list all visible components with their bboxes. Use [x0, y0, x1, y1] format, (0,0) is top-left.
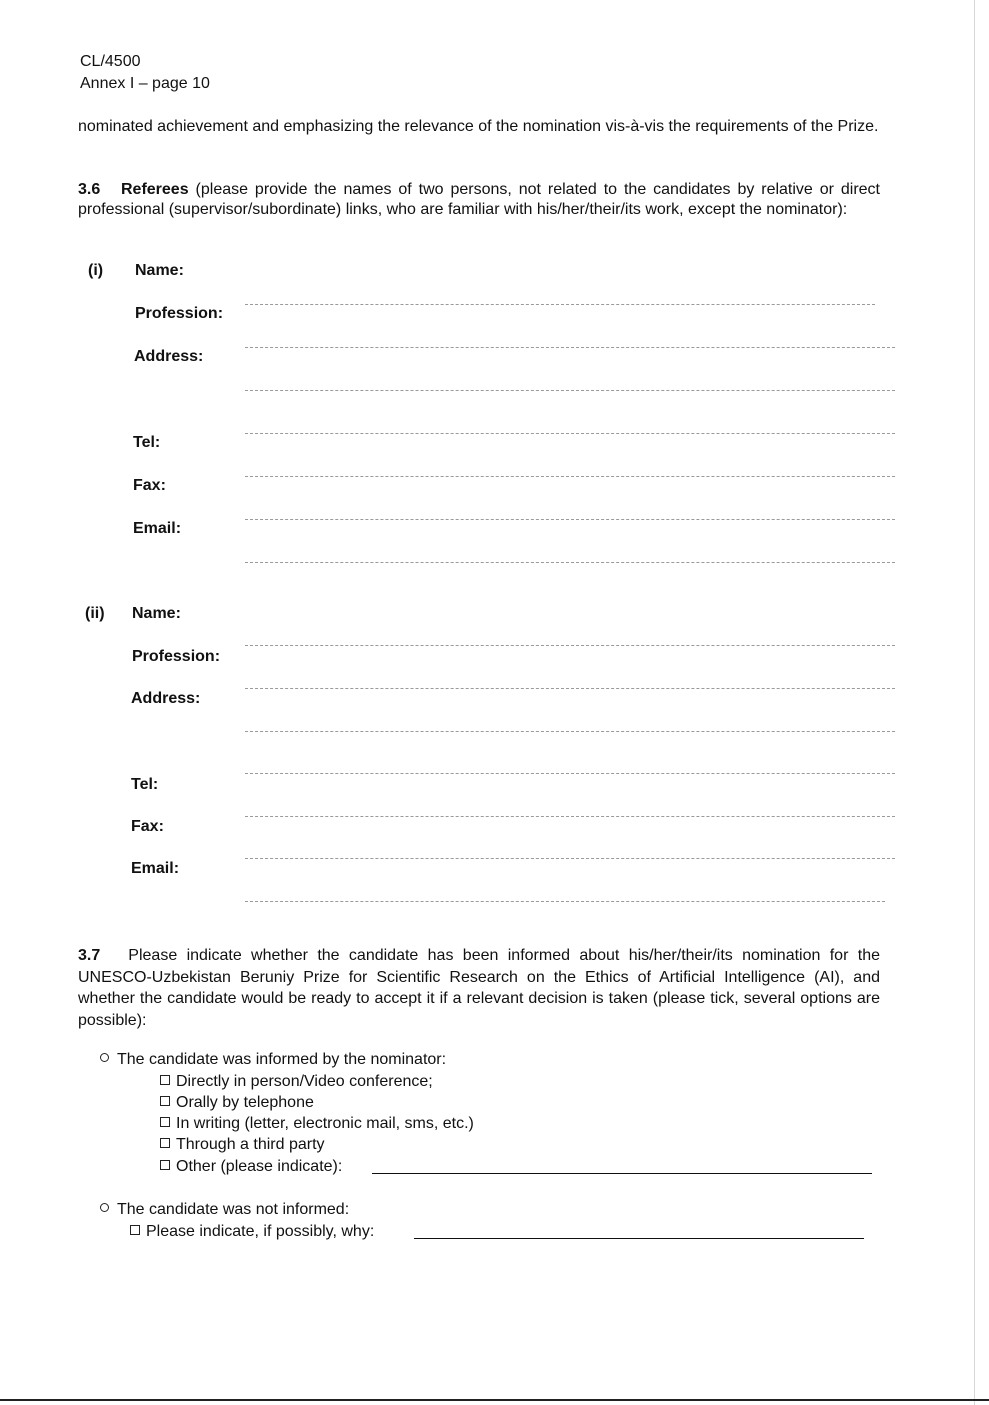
checkbox-icon[interactable] — [160, 1075, 170, 1085]
section-3-6-heading: Referees — [121, 181, 189, 198]
suboption-third-party[interactable] — [160, 1134, 325, 1155]
suboption-why[interactable] — [130, 1221, 374, 1242]
referee-1-address-line-1[interactable] — [245, 390, 895, 391]
checkbox-icon[interactable] — [130, 1225, 140, 1235]
section-3-6-number: 3.6 — [78, 181, 101, 198]
section-3-7-number: 3.7 — [78, 947, 101, 964]
referee-1-tel-line[interactable] — [245, 476, 895, 477]
checkbox-icon[interactable] — [160, 1138, 170, 1148]
option-informed[interactable] — [100, 1049, 446, 1070]
referee-2-profession-label: Profession: — [132, 648, 221, 665]
page-edge-right — [974, 0, 975, 1405]
referee-2-profession-line[interactable] — [245, 688, 895, 689]
referee-2-number: (ii) — [85, 605, 105, 622]
option-informed-label: The candidate was informed by the nominator: — [117, 1051, 447, 1068]
suboption-third-party-label: Through a third party — [176, 1136, 325, 1153]
suboption-telephone[interactable] — [160, 1092, 314, 1113]
referee-2-name-line[interactable] — [245, 645, 895, 646]
section-3-6 — [78, 180, 880, 220]
section-3-6-text: (please provide the names of two persons, not related to the candidates by relative or direct professional (supervisor/subordinate) links, who are familiar with his/her/their/its work, except the nominator): — [78, 181, 881, 218]
referee-2-address-label: Address: — [131, 690, 201, 707]
section-3-7 — [78, 945, 880, 1031]
suboption-in-person-label: Directly in person/Video conference; — [176, 1073, 433, 1090]
section-3-7-text: Please indicate whether the candidate has been informed about his/her/their/its nomination for the UNESCO-Uzbekistan Beruniy Prize for Scientific Research on the Ethics of Artificial Intelligence (AI), and whether the candidate would be ready to accept it if a relevant decision is taken (please tick, several options are possible): — [78, 947, 880, 1029]
referee-1-profession-label: Profession: — [135, 305, 224, 322]
referee-2-address-line-2[interactable] — [245, 773, 895, 774]
suboption-why-label: Please indicate, if possibly, why: — [146, 1223, 375, 1240]
checkbox-icon[interactable] — [160, 1096, 170, 1106]
suboption-writing[interactable] — [160, 1113, 474, 1134]
continuation-paragraph: nominated achievement and emphasizing the relevance of the nomination vis-à-vis the requirements of the Prize. — [78, 118, 879, 135]
referee-1-address-label: Address: — [134, 348, 204, 365]
referee-2-address-line-1[interactable] — [245, 731, 895, 732]
page-edge-bottom — [0, 1399, 989, 1401]
suboption-other-label: Other (please indicate): — [176, 1158, 343, 1175]
referee-2-tel-line[interactable] — [245, 816, 895, 817]
referee-1-name-line[interactable] — [245, 304, 875, 305]
referee-2-email-label: Email: — [131, 860, 180, 877]
referee-2-fax-label: Fax: — [131, 818, 164, 835]
referee-1-email-label: Email: — [133, 520, 182, 537]
referee-1-name-label: Name: — [135, 262, 184, 279]
page-indicator: Annex I – page 10 — [80, 75, 210, 92]
referee-1-address-line-2[interactable] — [245, 433, 895, 434]
checkbox-icon[interactable] — [160, 1160, 170, 1170]
doc-reference: CL/4500 — [80, 53, 141, 70]
referee-2-tel-label: Tel: — [131, 776, 159, 793]
referee-1-tel-label: Tel: — [133, 434, 161, 451]
referee-2-fax-line[interactable] — [245, 858, 895, 859]
referee-2-email-line[interactable] — [245, 901, 885, 902]
option-not-informed[interactable] — [100, 1199, 349, 1220]
option-not-informed-label: The candidate was not informed: — [117, 1201, 350, 1218]
checkbox-icon[interactable] — [160, 1117, 170, 1127]
suboption-writing-label: In writing (letter, electronic mail, sms, etc.) — [176, 1115, 474, 1132]
referee-2-name-label: Name: — [132, 605, 181, 622]
radio-circle-icon[interactable] — [100, 1053, 109, 1062]
suboption-other[interactable] — [160, 1156, 342, 1177]
suboption-telephone-label: Orally by telephone — [176, 1094, 314, 1111]
why-fill-line[interactable] — [414, 1238, 864, 1239]
referee-1-fax-label: Fax: — [133, 477, 166, 494]
referee-1-email-line[interactable] — [245, 562, 895, 563]
referee-1-fax-line[interactable] — [245, 519, 895, 520]
suboption-in-person[interactable] — [160, 1071, 433, 1092]
radio-circle-icon[interactable] — [100, 1203, 109, 1212]
referee-1-profession-line[interactable] — [245, 347, 895, 348]
referee-1-number: (i) — [88, 262, 104, 279]
other-fill-line[interactable] — [372, 1173, 872, 1174]
